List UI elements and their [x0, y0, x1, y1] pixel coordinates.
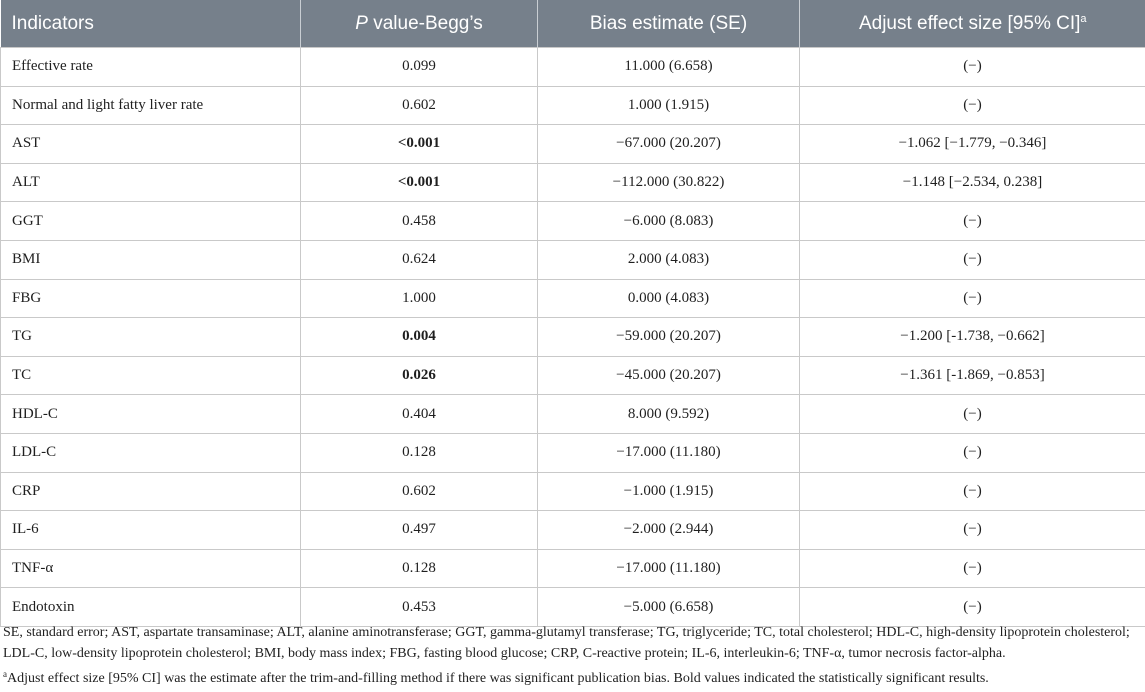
cell-bias-estimate: −6.000 (8.083)	[538, 202, 800, 241]
cell-indicator: FBG	[1, 279, 301, 318]
cell-p-value: 1.000	[301, 279, 538, 318]
cell-indicator: ALT	[1, 163, 301, 202]
cell-adjust-effect: (−)	[800, 588, 1145, 627]
cell-indicator: HDL-C	[1, 395, 301, 434]
cell-adjust-effect: −1.361 [-1.869, −0.853]	[800, 356, 1145, 395]
cell-indicator: TC	[1, 356, 301, 395]
table-row	[1, 163, 1145, 202]
header-adjust-footnote-marker: a	[1080, 12, 1087, 25]
cell-p-value: 0.602	[301, 472, 538, 511]
cell-adjust-effect: −1.148 [−2.534, 0.238]	[800, 163, 1145, 202]
table-row	[1, 433, 1145, 472]
footnote-note-text: Adjust effect size [95% CI] was the estimate after the trim-and-filling method if there was significant publication bias. Bold values indicated the statistically significant results.	[7, 671, 989, 686]
cell-adjust-effect: (−)	[800, 472, 1145, 511]
cell-indicator: LDL-C	[1, 433, 301, 472]
cell-bias-estimate: −59.000 (20.207)	[538, 318, 800, 357]
cell-p-value: 0.458	[301, 202, 538, 241]
cell-indicator: IL-6	[1, 511, 301, 550]
table-header	[1, 0, 1145, 48]
header-p-rest: value-Begg’s	[367, 12, 483, 34]
cell-adjust-effect: (−)	[800, 279, 1145, 318]
header-p-value	[301, 0, 538, 48]
footnote-marker: a	[3, 669, 7, 679]
header-bias-estimate: Bias estimate (SE)	[538, 0, 800, 48]
cell-indicator: BMI	[1, 240, 301, 279]
cell-p-value: 0.128	[301, 433, 538, 472]
cell-adjust-effect: (−)	[800, 549, 1145, 588]
cell-indicator: Endotoxin	[1, 588, 301, 627]
cell-adjust-effect: −1.062 [−1.779, −0.346]	[800, 125, 1145, 164]
cell-bias-estimate: −45.000 (20.207)	[538, 356, 800, 395]
table-row	[1, 395, 1145, 434]
table-row	[1, 511, 1145, 550]
cell-bias-estimate: −1.000 (1.915)	[538, 472, 800, 511]
cell-indicator: GGT	[1, 202, 301, 241]
cell-adjust-effect: (−)	[800, 511, 1145, 550]
cell-adjust-effect: −1.200 [-1.738, −0.662]	[800, 318, 1145, 357]
cell-bias-estimate: −112.000 (30.822)	[538, 163, 800, 202]
cell-bias-estimate: 1.000 (1.915)	[538, 86, 800, 125]
cell-bias-estimate: 2.000 (4.083)	[538, 240, 800, 279]
cell-adjust-effect: (−)	[800, 48, 1145, 87]
cell-bias-estimate: −17.000 (11.180)	[538, 549, 800, 588]
cell-p-value: <0.001	[301, 163, 538, 202]
cell-indicator: Effective rate	[1, 48, 301, 87]
table-row	[1, 318, 1145, 357]
table-row	[1, 240, 1145, 279]
cell-p-value: 0.004	[301, 318, 538, 357]
cell-adjust-effect: (−)	[800, 240, 1145, 279]
cell-adjust-effect: (−)	[800, 202, 1145, 241]
cell-p-value: 0.602	[301, 86, 538, 125]
cell-adjust-effect: (−)	[800, 86, 1145, 125]
header-indicators: Indicators	[1, 0, 301, 48]
table-row	[1, 125, 1145, 164]
table-row	[1, 86, 1145, 125]
cell-p-value: 0.624	[301, 240, 538, 279]
table-row	[1, 472, 1145, 511]
cell-bias-estimate: 8.000 (9.592)	[538, 395, 800, 434]
cell-adjust-effect: (−)	[800, 433, 1145, 472]
cell-p-value: <0.001	[301, 125, 538, 164]
header-row	[1, 0, 1145, 48]
table-footnotes	[3, 623, 1141, 690]
table-row	[1, 279, 1145, 318]
cell-p-value: 0.404	[301, 395, 538, 434]
cell-p-value: 0.128	[301, 549, 538, 588]
cell-bias-estimate: 11.000 (6.658)	[538, 48, 800, 87]
cell-bias-estimate: −67.000 (20.207)	[538, 125, 800, 164]
footnote-abbreviations: SE, standard error; AST, aspartate transaminase; ALT, alanine aminotransferase; GGT, gamma-glutamyl transferase; TG, triglyceride; TC, total cholesterol; HDL-C, high-density lipoprotein cholesterol; LDL-C, low-density lipoprotein cholesterol; BMI, body mass index; FBG, fasting blood glucose; CRP, C-reactive protein; IL-6, interleukin-6; TNF-α, tumor necrosis factor-alpha.	[3, 625, 1130, 661]
cell-bias-estimate: −5.000 (6.658)	[538, 588, 800, 627]
cell-bias-estimate: −17.000 (11.180)	[538, 433, 800, 472]
header-adjust-effect	[800, 0, 1145, 48]
cell-indicator: TNF-α	[1, 549, 301, 588]
table-row	[1, 48, 1145, 87]
footnote-note	[3, 664, 1141, 690]
table-row	[1, 588, 1145, 627]
cell-indicator: AST	[1, 125, 301, 164]
table-row	[1, 549, 1145, 588]
table-row	[1, 356, 1145, 395]
cell-p-value: 0.026	[301, 356, 538, 395]
table-row	[1, 202, 1145, 241]
header-p-italic: P	[355, 12, 368, 34]
cell-p-value: 0.453	[301, 588, 538, 627]
cell-indicator: Normal and light fatty liver rate	[1, 86, 301, 125]
cell-indicator: TG	[1, 318, 301, 357]
cell-indicator: CRP	[1, 472, 301, 511]
cell-p-value: 0.497	[301, 511, 538, 550]
cell-adjust-effect: (−)	[800, 395, 1145, 434]
cell-p-value: 0.099	[301, 48, 538, 87]
header-adjust-label: Adjust effect size [95% CI]	[858, 12, 1081, 34]
table-body	[1, 48, 1145, 627]
cell-bias-estimate: 0.000 (4.083)	[538, 279, 800, 318]
cell-bias-estimate: −2.000 (2.944)	[538, 511, 800, 550]
